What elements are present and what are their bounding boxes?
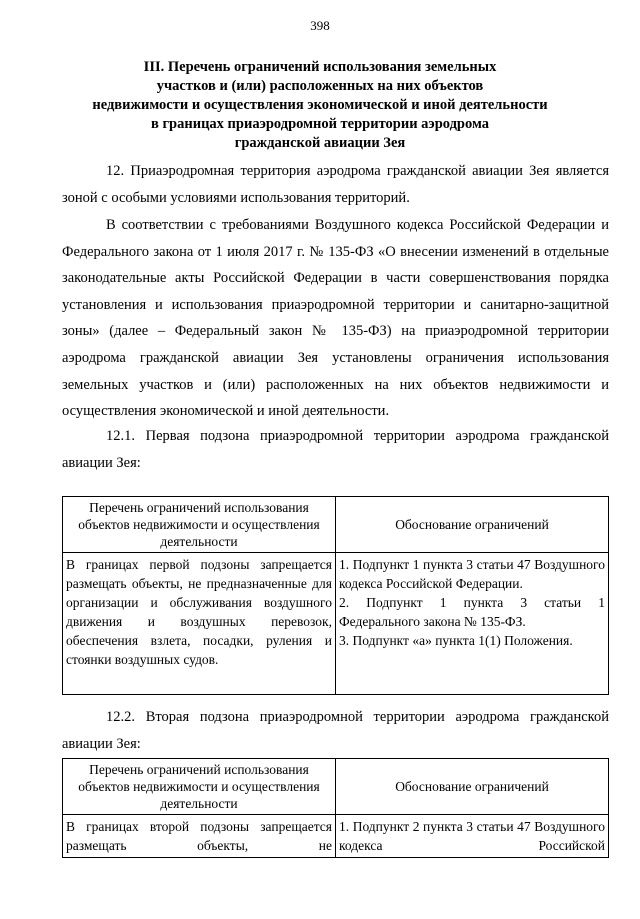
basis-item: 1. Подпункт 1 пункта 3 статьи 47 Воздушного кодекса Российской Федерации. <box>339 557 605 591</box>
basis-item: 3. Подпункт «а» пункта 1(1) Положения. <box>339 633 573 648</box>
paragraph-accordance: В соответствии с требованиями Воздушного кодекса Российской Федерации и Федерального закона от 1 июля 2017 г. № 135-ФЗ «О внесении изменений в отдельные законодательные акты Российской Федерации в части совершенствования порядка установления и использования приаэродромной территории и санитарно-защитной зоны» (далее – Федеральный закон № 135-ФЗ) на приаэродромной территории аэродрома гражданской авиации Зея установлены ограничения использования земельных участков и (или) расположенных на них объектов недвижимости и осуществления экономической и иной деятельности. <box>62 217 609 420</box>
paragraph-12-1: 12.1. Первая подзона приаэродромной территории аэродрома гражданской авиации Зея: <box>62 428 609 471</box>
restriction-cell <box>63 553 336 695</box>
basis-item: 1. Подпункт 2 пункта 3 статьи 47 Воздушного кодекса Российской <box>339 819 605 853</box>
paragraph-12-2: 12.2. Вторая подзона приаэродромной территории аэродрома гражданской авиации Зея: <box>62 709 609 752</box>
section-title-line: недвижимости и осуществления экономической и иной деятельности <box>92 97 548 113</box>
basis-cell <box>336 815 609 858</box>
page-number: 398 <box>310 18 330 33</box>
basis-cell <box>336 553 609 695</box>
section-title <box>62 58 578 153</box>
restrictions-table-2 <box>62 758 609 858</box>
restriction-text: В границах первой подзоны запрещается размещать объекты, не предназначенные для организации и обслуживания воздушного движения и воздушных перевозок, обеспечения взлета, посадки, руления и стоянки воздушных судов. <box>66 557 332 667</box>
restriction-text: В границах второй подзоны запрещается размещать объекты, не <box>66 819 332 853</box>
basis-item: 2. Подпункт 1 пункта 3 статьи 1 Федерального закона № 135-ФЗ. <box>339 595 605 629</box>
section-title-line: участков и (или) расположенных на них объектов <box>156 78 484 94</box>
restriction-cell <box>63 815 336 858</box>
paragraph-12: 12. Приаэродромная территория аэродрома гражданской авиации Зея является зоной с особыми условиями использования территорий. <box>62 163 609 206</box>
table-header-restrictions: Перечень ограничений использования объектов недвижимости и осуществления деятельности <box>63 759 336 815</box>
table-header-restrictions: Перечень ограничений использования объектов недвижимости и осуществления деятельности <box>63 497 336 553</box>
restrictions-table-1 <box>62 496 609 695</box>
table-header-basis: Обоснование ограничений <box>336 759 609 815</box>
table-header-basis: Обоснование ограничений <box>336 497 609 553</box>
section-title-line: гражданской авиации Зея <box>234 135 406 151</box>
section-title-line: в границах приаэродромной территории аэродрома <box>151 116 489 132</box>
section-title-line: III. Перечень ограничений использования земельных <box>143 59 497 75</box>
